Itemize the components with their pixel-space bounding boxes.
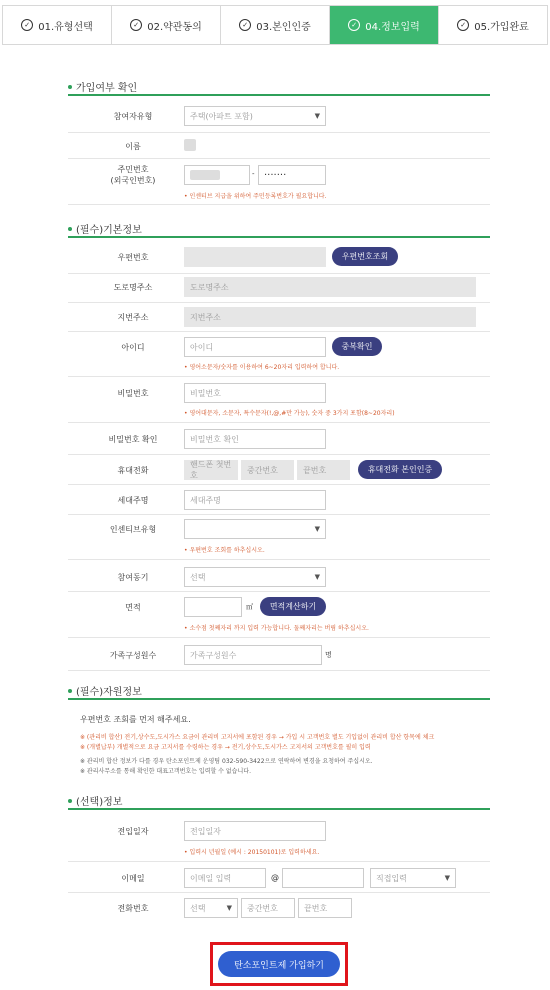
- jibun-address-label: 지번주소: [117, 313, 149, 322]
- zip-input[interactable]: [184, 247, 326, 267]
- name-label: 이름: [125, 142, 141, 151]
- password-confirm-label: 비밀번호 확인: [108, 435, 158, 444]
- road-address-input[interactable]: 도로명주소: [184, 277, 476, 297]
- family-count-unit: 명: [325, 651, 332, 659]
- rrn-back-input[interactable]: ·······: [258, 165, 326, 185]
- resource-note-2: ※ (개별납부) 개별적으로 요금 고지서를 수령하는 경우 → 전기,상수도,도시가스 고지서의 고객번호를 필히 입력: [80, 744, 371, 751]
- id-duplicate-check-button[interactable]: 중복확인: [332, 337, 382, 356]
- household-head-label: 세대주명: [117, 496, 149, 505]
- mobile-label: 휴대전화: [117, 466, 149, 475]
- mobile-last-input[interactable]: 끝번호: [297, 460, 350, 480]
- section-divider: [68, 698, 490, 700]
- area-note: • 소수점 첫째자리 까지 입력 가능합니다. 둘째자리는 버림 하추십시오.: [184, 625, 369, 632]
- rrn-front-masked: [190, 170, 220, 180]
- row-divider: [68, 559, 490, 560]
- row-divider: [68, 484, 490, 485]
- incentive-type-select[interactable]: [184, 519, 326, 539]
- jibun-address-input[interactable]: 지번주소: [184, 307, 476, 327]
- mobile-first-input[interactable]: 핸드폰 첫번호: [184, 460, 238, 480]
- step-complete: ✓ 05.가입완료: [439, 6, 547, 44]
- join-submit-button[interactable]: 탄소포인트제 가입하기: [218, 951, 340, 977]
- email-id-input[interactable]: 이메일 입력: [184, 868, 266, 888]
- section-divider: [68, 236, 490, 238]
- phone-label: 전화번호: [117, 904, 149, 913]
- chevron-down-icon: ▼: [314, 525, 320, 533]
- resource-intro-text: 우편번호 조회를 먼저 해주세요.: [80, 715, 191, 724]
- row-divider: [68, 591, 490, 592]
- phone-middle-input[interactable]: 중간번호: [241, 898, 295, 918]
- chevron-down-icon: ▼: [226, 904, 232, 912]
- phone-first-select[interactable]: 선택 ▼: [184, 898, 238, 918]
- area-calculate-button[interactable]: 면적계산하기: [260, 597, 326, 616]
- row-divider: [68, 514, 490, 515]
- resource-note-4: ※ 관리사무소를 통해 확인한 대표고객번호는 입력할 수 없습니다.: [80, 768, 251, 775]
- rrn-dash: -: [252, 170, 255, 178]
- chevron-down-icon: ▼: [444, 874, 450, 882]
- phone-last-input[interactable]: 끝번호: [298, 898, 352, 918]
- check-circle-icon: ✓: [239, 19, 251, 31]
- email-at-sign: @: [271, 873, 279, 882]
- bullet-icon: [68, 85, 72, 89]
- row-divider: [68, 637, 490, 638]
- row-divider: [68, 861, 490, 862]
- section-divider: [68, 94, 490, 96]
- family-count-label: 가족구성원수: [109, 651, 157, 660]
- email-domain-select[interactable]: 직접입력 ▼: [370, 868, 456, 888]
- area-input[interactable]: [184, 597, 242, 617]
- row-divider: [68, 892, 490, 893]
- row-divider: [68, 273, 490, 274]
- step-info-input: ✓ 04.정보입력: [330, 6, 439, 44]
- row-divider: [68, 454, 490, 455]
- password-input[interactable]: 비밀번호: [184, 383, 326, 403]
- section-divider: [68, 808, 490, 810]
- email-domain-input[interactable]: [282, 868, 364, 888]
- password-note: • 영어대문자, 소문자, 특수문자(!,@,#만 가능), 숫자 중 3가지 포함(8~20자리): [184, 410, 395, 417]
- email-label: 이메일: [121, 874, 145, 883]
- section-title-optional-info: (선택)정보: [68, 793, 122, 808]
- section-title-basic-info: (필수)기본정보: [68, 221, 142, 236]
- check-circle-icon: ✓: [457, 19, 469, 31]
- household-head-input[interactable]: 세대주명: [184, 490, 326, 510]
- chevron-down-icon: ▼: [314, 112, 320, 120]
- move-in-date-input[interactable]: 전입일자: [184, 821, 326, 841]
- row-divider: [68, 670, 490, 671]
- rrn-front-input[interactable]: [184, 165, 250, 185]
- row-divider: [68, 302, 490, 303]
- submit-highlight-box: [210, 942, 348, 986]
- password-label: 비밀번호: [117, 389, 149, 398]
- road-address-label: 도로명주소: [113, 283, 153, 292]
- rrn-note: • 인센티브 지급을 위하여 주민등록번호가 필요합니다.: [184, 193, 327, 200]
- incentive-type-label: 인센티브유형: [109, 525, 157, 534]
- bullet-icon: [68, 799, 72, 803]
- area-unit: ㎡: [246, 603, 253, 611]
- check-circle-icon: ✓: [348, 19, 360, 31]
- id-note: • 영어소문자/숫자를 이용하여 6~20자리 입력하여 합니다.: [184, 364, 340, 371]
- step-progress-bar: [2, 5, 548, 45]
- zip-label: 우편번호: [117, 253, 149, 262]
- zip-search-button[interactable]: 우편번호조회: [332, 247, 398, 266]
- row-divider: [68, 422, 490, 423]
- row-divider: [68, 204, 490, 205]
- motive-select[interactable]: 선택 ▼: [184, 567, 326, 587]
- section-title-membership-check: 가입여부 확인: [68, 79, 137, 94]
- password-confirm-input[interactable]: 비밀번호 확인: [184, 429, 326, 449]
- name-value-masked: [184, 139, 196, 151]
- incentive-note: • 우편번호 조회를 하추십시오.: [184, 547, 265, 554]
- id-input[interactable]: 아이디: [184, 337, 326, 357]
- row-divider: [68, 331, 490, 332]
- bullet-icon: [68, 227, 72, 231]
- resource-note-3: ※ 관리비 합산 정보가 다를 경우 탄소포인트제 운영팀 032-590-3422으로 연락하여 변경을 요청하여 주십시오.: [80, 758, 373, 765]
- row-divider: [68, 376, 490, 377]
- row-divider: [68, 158, 490, 159]
- row-divider: [68, 132, 490, 133]
- area-label: 면적: [125, 603, 141, 612]
- participant-type-select[interactable]: 주택(아파트 포함) ▼: [184, 106, 326, 126]
- bullet-icon: [68, 689, 72, 693]
- step-type-select: ✓ 01.유형선택: [3, 6, 112, 44]
- check-circle-icon: ✓: [21, 19, 33, 31]
- step-identity-verify: ✓ 03.본인인증: [221, 6, 330, 44]
- move-in-date-label: 전입일자: [117, 827, 149, 836]
- rrn-label: 주민번호 (외국인번호): [110, 165, 156, 185]
- resource-note-1: ※ (관리비 합산) 전기,상수도,도시가스 요금이 관리비 고지서에 포함된 경우 → 가입 시 고객번호 별도 기입없이 관리비 합산 항목에 체크: [80, 734, 435, 741]
- step-terms-agree: ✓ 02.약관동의: [112, 6, 221, 44]
- chevron-down-icon: ▼: [314, 573, 320, 581]
- family-count-input[interactable]: 가족구성원수: [184, 645, 322, 665]
- section-title-resource-info: (필수)자원정보: [68, 683, 142, 698]
- motive-label: 참여동기: [117, 573, 149, 582]
- check-circle-icon: ✓: [130, 19, 142, 31]
- id-label: 아이디: [121, 343, 145, 352]
- mobile-middle-input[interactable]: 중간번호: [241, 460, 294, 480]
- mobile-verify-button[interactable]: 휴대전화 본인인증: [358, 460, 442, 479]
- move-in-date-note: • 입력시 년월일 (예시 : 20150101)로 입력하세요.: [184, 849, 320, 856]
- participant-type-label: 참여자유형: [113, 112, 153, 121]
